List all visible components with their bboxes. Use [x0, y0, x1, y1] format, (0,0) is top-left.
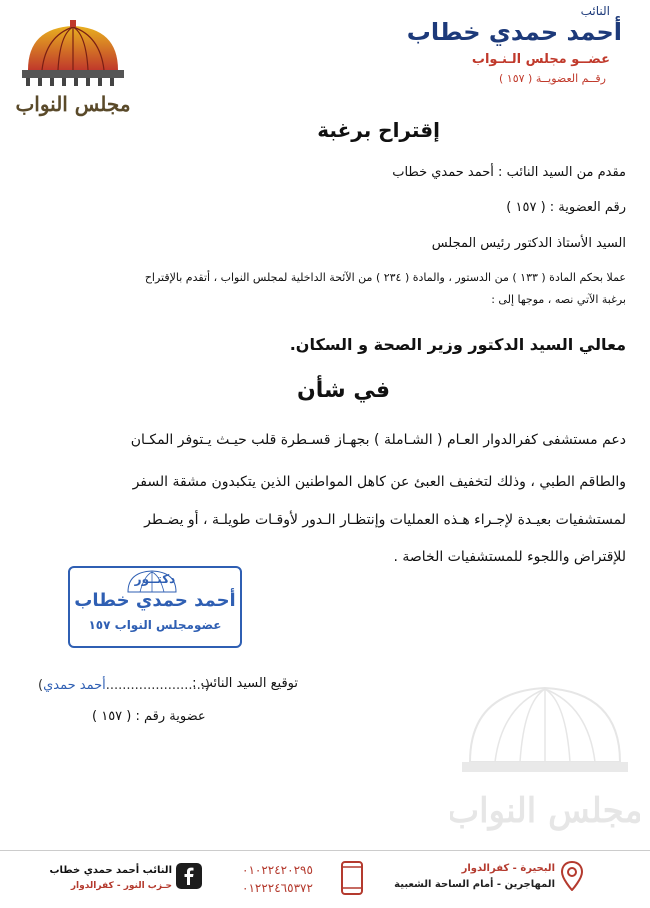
header-membership: رقــم العضويــة ( ١٥٧ )	[499, 72, 606, 85]
signature-dots: ........................)	[105, 678, 210, 693]
footer	[0, 850, 650, 908]
body-paragraph-line: لمستشفيات بعيـدة لإجـراء هـذه العمليات وإنتظـار الـدور لأوقـات طويلـة ، أو يضـطر	[144, 512, 626, 528]
body-paragraph-line: والطاقم الطبي ، وذلك لتخفيف العبئ عن كاهل المواطنين الذين يتكبدون مشقة السفر	[132, 474, 626, 490]
footer-phone-1[interactable]: ٠١٠٢٢٤٢٠٢٩٥	[242, 863, 313, 877]
parliament-watermark	[450, 682, 640, 842]
legal-basis-line-1: عملا بحكم المادة ( ١٣٣ ) من الدستور ، والمادة ( ٢٣٤ ) من الآئحة الداخلية لمجلس النواب ، أتقدم بالإقتراح	[144, 271, 626, 284]
logo-text: مجلس النواب	[15, 92, 131, 116]
header-role: عضــو مجلس الـنـواب	[471, 52, 610, 67]
handwritten-signature: أحمد حمدي	[43, 678, 106, 693]
phone-icon	[340, 861, 364, 895]
parliament-logo	[14, 18, 132, 118]
footer-facebook-name: النائب أحمد حمدي خطاب	[49, 865, 172, 876]
footer-party: حـزب النور - كفرالدوار	[70, 881, 172, 891]
watermark-dome-icon	[450, 682, 640, 842]
stamp-title: دكتــور	[134, 572, 176, 586]
footer-phone-2[interactable]: ٠١٢٢٢٤٦٥٣٧٢	[242, 881, 313, 895]
header-title: النائب	[580, 4, 610, 18]
stamp-membership: عضومجلس النواب ١٥٧	[88, 618, 222, 632]
document-title: إقتراح برغبة	[317, 118, 440, 142]
facebook-icon[interactable]	[176, 863, 202, 889]
membership-number: رقم العضوية : ( ١٥٧ )	[506, 200, 626, 215]
location-pin-icon	[560, 861, 584, 891]
minister-addressee: معالي السيد الدكتور وزير الصحة و السكان.	[289, 335, 626, 354]
submitted-by: مقدم من السيد النائب : أحمد حمدي خطاب	[392, 165, 626, 180]
signature-membership: عضوية رقم : ( ١٥٧ )	[92, 709, 206, 724]
signature-label: توقيع السيد النائب :	[192, 676, 298, 691]
signature-paren: (	[38, 678, 44, 693]
footer-address-line-2: المهاجرين - أمام الساحة الشعبية	[394, 879, 555, 890]
body-paragraph-line: للإقتراض واللجوء للمستشفيات الخاصة .	[393, 549, 626, 565]
legal-basis-line-2: برغبة الآتي نصه ، موجها إلى :	[491, 293, 626, 306]
header-name: أحمد حمدي خطاب	[406, 18, 622, 46]
footer-address-line-1: البحيرة - كفرالدوار	[461, 863, 555, 874]
addressee: السيد الأستاذ الدكتور رئيس المجلس	[431, 236, 626, 251]
parliament-dome-icon	[14, 18, 132, 118]
official-stamp	[68, 566, 242, 648]
signature-value	[38, 678, 210, 693]
body-paragraph-line: دعم مستشفى كفرالدوار العـام ( الشـاملة ) بجهـاز قسـطرة قلب حيـث يـتوفر المكـان	[130, 432, 626, 448]
watermark-text: مجلس النواب	[450, 791, 640, 831]
stamp-name: أحمد حمدي خطاب	[74, 590, 236, 611]
subject-heading: في شأن	[297, 378, 390, 403]
